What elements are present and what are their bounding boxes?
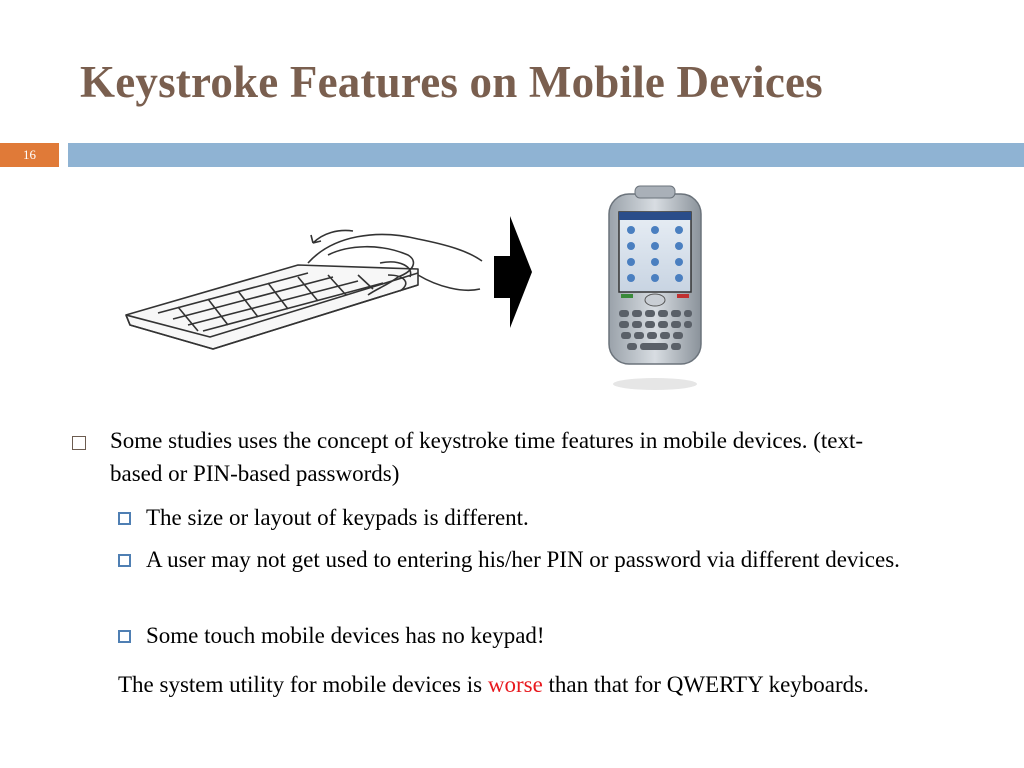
- conclusion-highlight: worse: [487, 672, 543, 697]
- slide-title: Keystroke Features on Mobile Devices: [80, 57, 823, 107]
- keyboard-hand-illustration: [118, 215, 488, 365]
- sub-bullet-text: Some touch mobile devices has no keypad!: [146, 623, 545, 648]
- conclusion-after: than that for QWERTY keyboards.: [542, 672, 869, 697]
- bullet-marker: [72, 436, 86, 450]
- conclusion-text: [118, 668, 938, 701]
- sub-bullet-marker: [118, 554, 131, 567]
- mobile-phone-illustration: [595, 184, 715, 394]
- slide-number: 16: [0, 143, 59, 167]
- arrow-right-icon: [494, 216, 534, 328]
- header-bar: [68, 143, 1024, 167]
- bullet-main-text: Some studies uses the concept of keystroke time features in mobile devices. (text-based or PIN-based passwords): [110, 428, 864, 486]
- sub-bullet-marker: [118, 630, 131, 643]
- sub-bullet-text: The size or layout of keypads is different.: [146, 505, 529, 530]
- sub-bullet-marker: [118, 512, 131, 525]
- sub-bullet-text: A user may not get used to entering his/her PIN or password via different devices.: [146, 547, 900, 572]
- conclusion-before: The system utility for mobile devices is: [118, 672, 488, 697]
